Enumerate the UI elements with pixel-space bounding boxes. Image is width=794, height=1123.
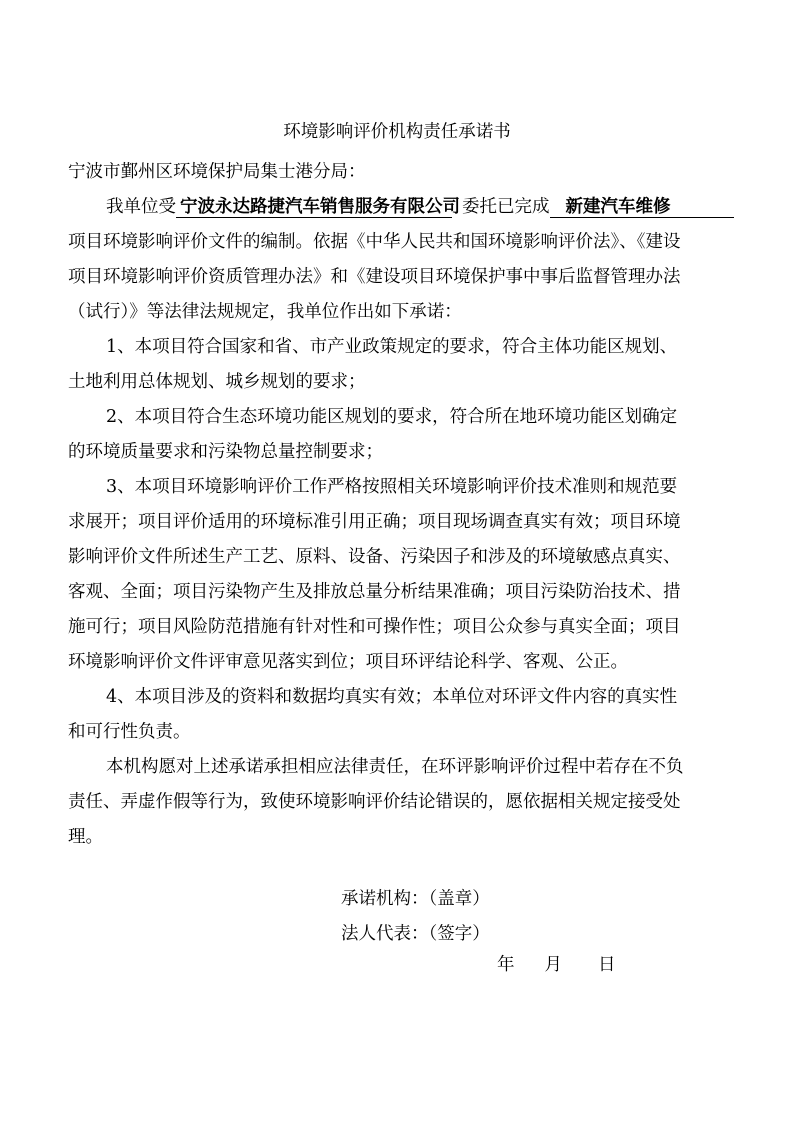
intro-prefix: 我单位受: [106, 197, 176, 217]
closing-line: 理。: [68, 827, 103, 847]
intro-line: 项目环境影响评价文件的编制。依据《中华人民共和国环境影响评价法》、《建设: [68, 232, 681, 252]
intro-middle: 委托已完成: [462, 197, 550, 217]
project-name: 新建汽车维修: [550, 197, 734, 218]
date-year: 年: [497, 955, 515, 975]
signature-representative: 法人代表：（签字）: [341, 924, 490, 944]
commitment-1-line: 1、本项目符合国家和省、市产业政策规定的要求，符合主体功能区规划、: [106, 337, 678, 357]
intro-line: （试行）》等法律法规规定，我单位作出如下承诺：: [68, 302, 462, 322]
client-name: 宁波永达路捷汽车销售服务有限公司: [176, 197, 452, 218]
addressee: 宁波市鄞州区环境保护局集士港分局：: [68, 162, 366, 182]
date-month: 月: [544, 955, 562, 975]
signature-date: [497, 953, 616, 977]
commitment-4-line: 4、本项目涉及的资料和数据均真实有效；本单位对环评文件内容的真实性: [106, 687, 678, 707]
intro-line: 项目环境影响评价资质管理办法》和《建设项目环境保护事中事后监督管理办法: [68, 267, 681, 287]
commitment-3-line: 施可行；项目风险防范措施有针对性和可操作性；项目公众参与真实全面；项目: [68, 617, 681, 637]
commitment-2-line: 2、本项目符合生态环境功能区规划的要求，符合所在地环境功能区划确定: [106, 407, 678, 427]
commitment-3-line: 求展开；项目评价适用的环境标准引用正确；项目现场调查真实有效；项目环境: [68, 512, 681, 532]
document-title: 环境影响评价机构责任承诺书: [283, 122, 511, 142]
commitment-2-line: 的环境质量要求和污染物总量控制要求；: [68, 442, 383, 462]
commitment-3-line: 影响评价文件所述生产工艺、原料、设备、污染因子和涉及的环境敏感点真实、: [68, 547, 681, 567]
closing-line: 责任、弄虚作假等行为，致使环境影响评价结论错误的，愿依据相关规定接受处: [68, 792, 681, 812]
closing-line: 本机构愿对上述承诺承担相应法律责任，在环评影响评价过程中若存在不负: [106, 757, 684, 777]
commitment-3-line: 3、本项目环境影响评价工作严格按照相关环境影响评价技术准则和规范要: [106, 477, 678, 497]
signature-institution: 承诺机构：（盖章）: [341, 889, 490, 909]
commitment-4-line: 和可行性负责。: [68, 722, 191, 742]
commitment-3-line: 环境影响评价文件评审意见落实到位；项目环评结论科学、客观、公正。: [68, 652, 628, 672]
intro-first-line: [106, 195, 734, 219]
date-day: 日: [598, 955, 616, 975]
commitment-1-line: 土地利用总体规划、城乡规划的要求；: [68, 372, 366, 392]
commitment-3-line: 客观、全面；项目污染物产生及排放总量分析结果准确；项目污染防治技术、措: [68, 582, 681, 602]
